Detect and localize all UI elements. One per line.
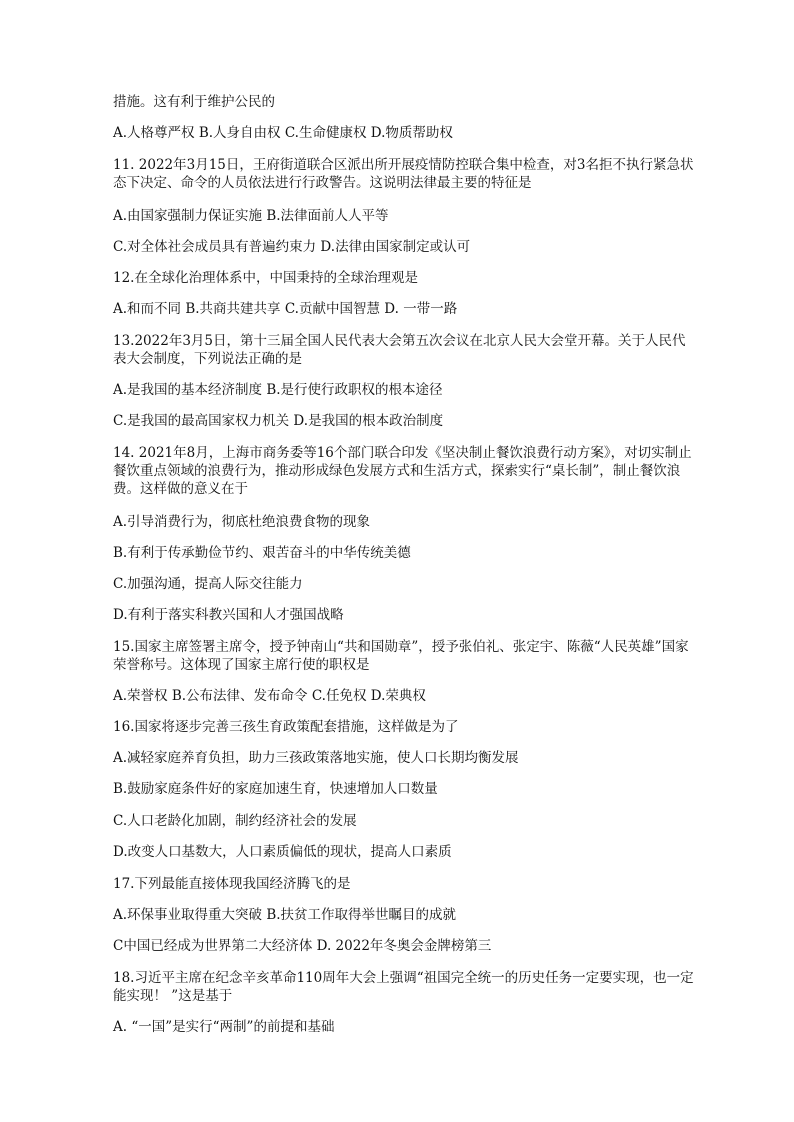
q17-stem: 17.下列最能直接体现我国经济腾飞的是 xyxy=(113,876,351,892)
q17-options-cd: C中国已经成为世界第二大经济体 D. 2022年冬奥会金牌榜第三 xyxy=(113,938,492,954)
q16-option-a: A.减轻家庭养育负担，助力三孩政策落地实施，使人口长期均衡发展 xyxy=(113,750,519,766)
q14-option-d: D.有利于落实科教兴国和人才强国战略 xyxy=(113,607,344,623)
q16-option-d: D.改变人口基数大，人口素质偏低的现状，提高人口素质 xyxy=(113,844,452,860)
q11-options-ab: A.由国家强制力保证实施 B.法律面前人人平等 xyxy=(113,208,389,224)
q10-options: A.人格尊严权 B.人身自由权 C.生命健康权 D.物质帮助权 xyxy=(113,125,453,141)
q11-options-cd: C.对全体社会成员具有普遍约束力 D.法律由国家制定或认可 xyxy=(113,239,471,255)
q16-option-b: B.鼓励家庭条件好的家庭加速生育，快速增加人口数量 xyxy=(113,781,438,797)
q16-option-c: C.人口老龄化加剧，制约经济社会的发展 xyxy=(113,813,357,829)
q14-stem: 14. 2021年8月，上海市商务委等16个部门联合印发《坚决制止餐饮浪费行动方案》，对切实制止餐饮重点领域的浪费行为，推动形成绿色发展方式和生活方式，探索实行“桌长制”，制止餐饮浪费。这样做的意义在于 xyxy=(113,445,692,497)
q12-stem: 12.在全球化治理体系中，中国秉持的全球治理观是 xyxy=(113,270,418,286)
q18-option-a: A. “一国”是实行“两制”的前提和基础 xyxy=(113,1019,335,1035)
q13-options-ab: A.是我国的基本经济制度 B.是行使行政职权的根本途径 xyxy=(113,382,443,398)
q13-stem: 13.2022年3月5日，第十三届全国人民代表大会第五次会议在北京人民大会堂开幕。关于人民代表大会制度，下列说法正确的是 xyxy=(113,333,686,367)
q13-options-cd: C.是我国的最高国家权力机关 D.是我国的根本政治制度 xyxy=(113,413,444,429)
q11-stem: 11. 2022年3月15日，王府街道联合区派出所开展疫情防控联合集中检查，对3名拒不执行紧急状态下决定、命令的人员依法进行行政警告。这说明法律最主要的特征是 xyxy=(113,157,694,191)
q10-stem-continuation: 措施。这有利于维护公民的 xyxy=(113,94,275,110)
q14-option-a: A.引导消费行为，彻底杜绝浪费食物的现象 xyxy=(113,514,371,530)
q15-options: A.荣誉权 B.公布法律、发布命令 C.任免权 D.荣典权 xyxy=(113,688,426,704)
q18-stem: 18.习近平主席在纪念辛亥革命110周年大会上强调“祖国完全统一的历史任务一定要实现，也一定能实现！ ”这是基于 xyxy=(113,970,694,1004)
q16-stem: 16.国家将逐步完善三孩生育政策配套措施，这样做是为了 xyxy=(113,719,459,735)
q14-option-c: C.加强沟通，提高人际交往能力 xyxy=(113,576,303,592)
q17-options-ab: A.环保事业取得重大突破 B.扶贫工作取得举世瞩目的成就 xyxy=(113,907,457,923)
q15-stem: 15.国家主席签署主席令，授予钟南山“共和国勋章”，授予张伯礼、张定宇、陈薇“人民英雄”国家荣誉称号。这体现了国家主席行使的职权是 xyxy=(113,639,689,673)
q14-option-b: B.有利于传承勤俭节约、艰苦奋斗的中华传统美德 xyxy=(113,545,411,561)
q12-options: A.和而不同 B.共商共建共享 C.贡献中国智慧 D. 一带一路 xyxy=(113,301,458,317)
